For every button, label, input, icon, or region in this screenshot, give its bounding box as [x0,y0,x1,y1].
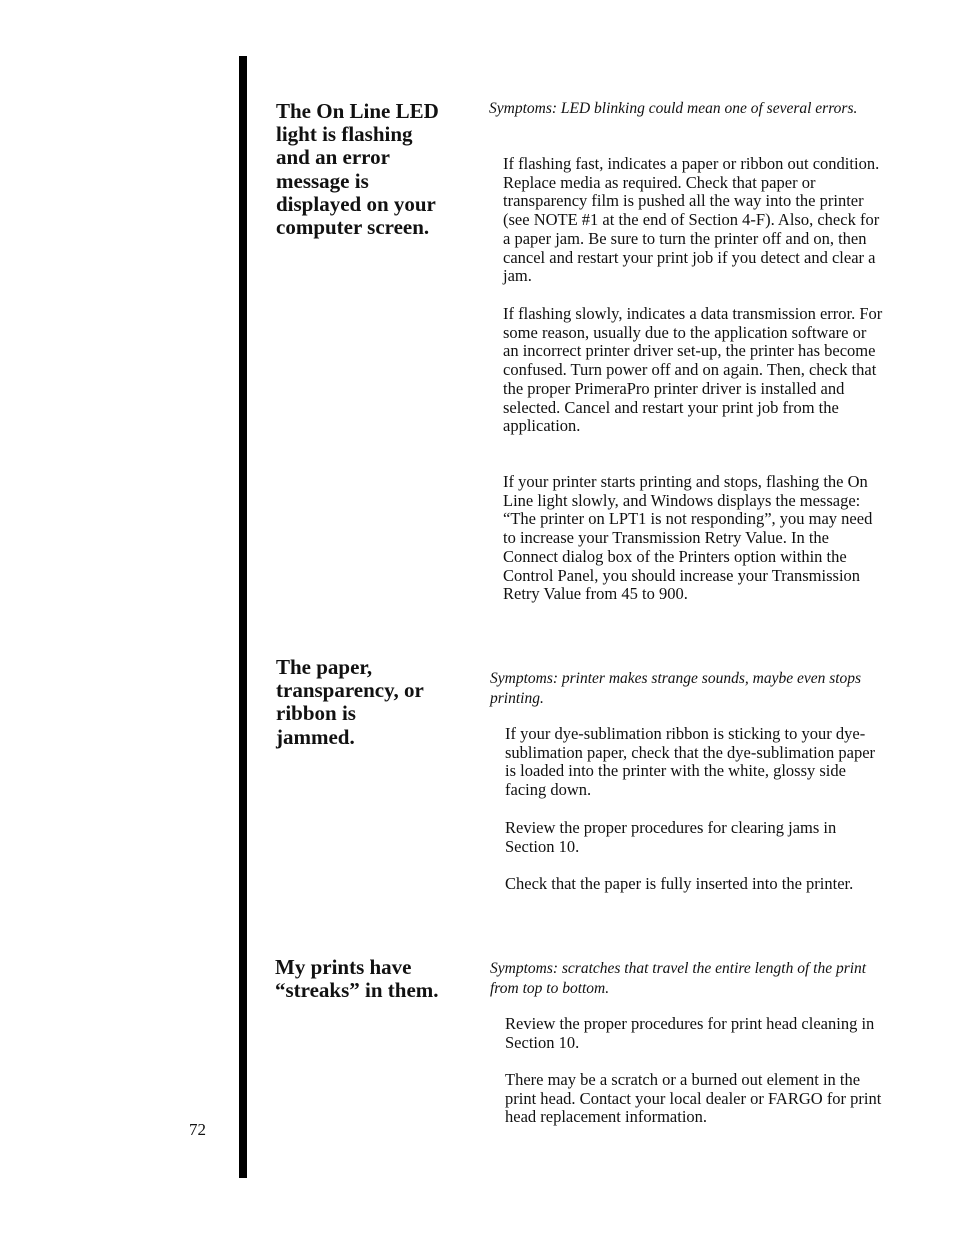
paragraph-paper-inserted: Check that the paper is fully inserted into the printer. [505,874,854,893]
section-heading-online-led: The On Line LED light is flashing and an error message is displayed on your computer screen. [276,99,439,240]
symptoms-online-led: Symptoms: LED blinking could mean one of several errors. [489,100,858,117]
paragraph-flashing-slowly: If flashing slowly, indicates a data transmission error. For some reason, usually due to the application software or an incorrect printer driver set-up, the printer has become confused. Turn power off and on again. Then, check that the proper PrimeraPro printer driver is installed and selected. Cancel and restart your print job from the application. [503,304,883,436]
paragraph-flashing-fast: If flashing fast, indicates a paper or ribbon out condition. Replace media as required. Check that paper or transparency film is pushed all the way into the printer (see NOTE #1 at the end of Section 4-F). Also, check for a paper jam. Be sure to turn the printer off and on, then cancel and restart your print job if you detect and clear a jam. [503,154,880,286]
paragraph-ribbon-sticking: If your dye-sublimation ribbon is sticking to your dye-sublimation paper, check that the dye-sublimation paper is loaded into the printer with the white, glossy side facing down. [505,724,876,800]
section-heading-jammed: The paper, transparency, or ribbon is jammed. [276,655,424,749]
paragraph-clearing-jams: Review the proper procedures for clearing jams in Section 10. [505,818,837,856]
paragraph-transmission-retry: If your printer starts printing and stops, flashing the On Line light slowly, and Windows displays the message: “The printer on LPT1 is not responding”, you may need to increase your Transmission Retry Value. In the Connect dialog box of the Printers option within the Control Panel, you should increase your Transmission Retry Value from 45 to 900. [503,472,873,604]
paragraph-print-head-replacement: There may be a scratch or a burned out element in the print head. Contact your local dealer or FARGO for print head replacement information. [505,1070,882,1127]
symptoms-jammed: Symptoms: printer makes strange sounds, maybe even stops printing. [490,670,862,707]
symptoms-streaks: Symptoms: scratches that travel the entire length of the print from top to bottom. [490,960,867,997]
margin-rule [239,56,247,1178]
paragraph-print-head-cleaning: Review the proper procedures for print head cleaning in Section 10. [505,1014,875,1052]
section-heading-streaks: My prints have “streaks” in them. [275,955,439,1003]
page-number: 72 [189,1120,206,1139]
